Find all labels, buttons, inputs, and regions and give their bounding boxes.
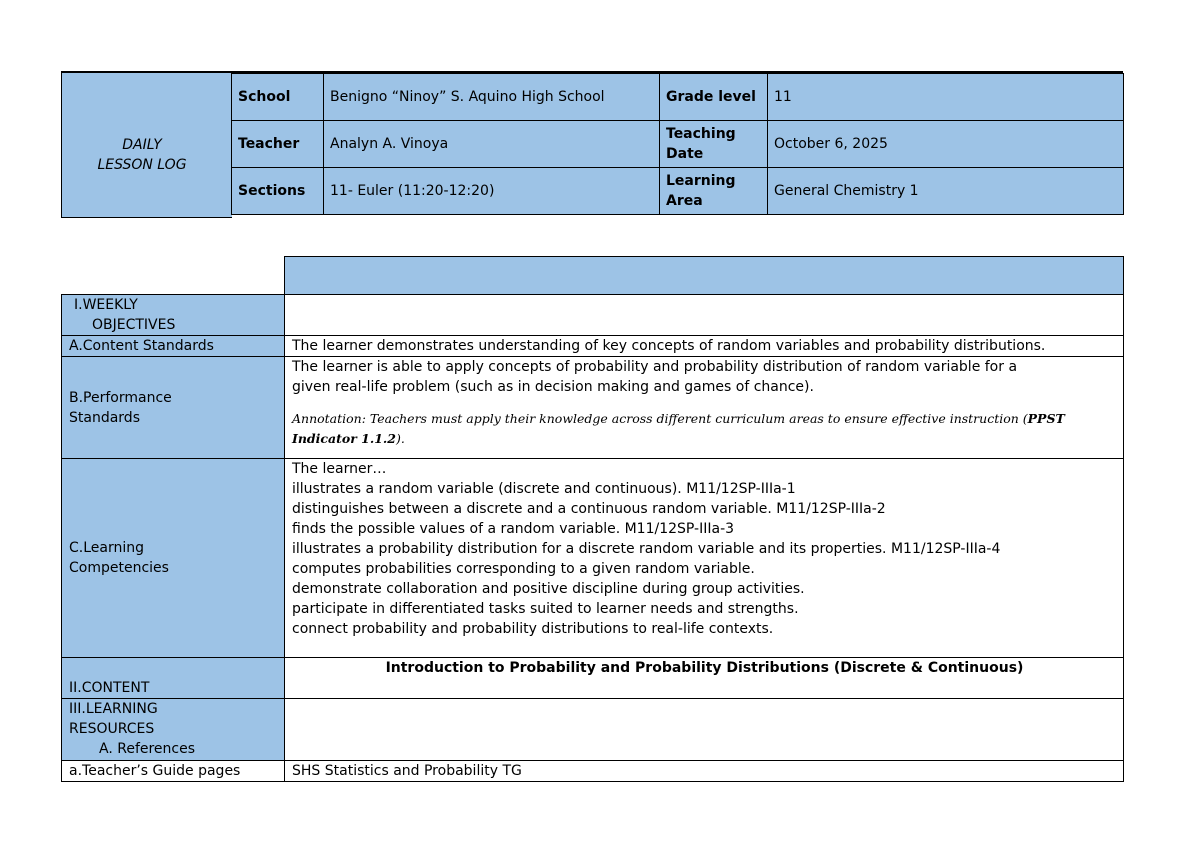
- school-label: School: [232, 74, 324, 121]
- teaching-date-label: Teaching Date: [660, 121, 768, 168]
- day-header-cell: [285, 257, 1124, 295]
- grade-level-label: Grade level: [660, 74, 768, 121]
- lesson-log-table: [61, 256, 1124, 782]
- annotation-bold-indicator: Indicator 1.1.2: [292, 431, 396, 446]
- competency-item: The learner…: [292, 461, 387, 477]
- content-standards-text: The learner demonstrates understanding of key concepts of random variables and probability distributions.: [285, 336, 1124, 357]
- competency-item: illustrates a random variable (discrete and continuous). M11/12SP-IIIa-1: [292, 481, 796, 497]
- weekly-objectives-value: [285, 295, 1124, 336]
- learning-competencies-list: [285, 459, 1124, 658]
- title-line-1: DAILY: [122, 137, 162, 153]
- performance-standards-label-line-2: Standards: [69, 409, 140, 426]
- competency-item: distinguishes between a discrete and a continuous random variable. M11/12SP-IIIa-2: [292, 501, 886, 517]
- spacer: [292, 397, 1117, 409]
- references-line: A. References: [99, 741, 196, 757]
- competency-item: connect probability and probability distributions to real-life contexts.: [292, 621, 774, 637]
- weekly-objectives-line-1: I.WEEKLY: [74, 297, 138, 313]
- learning-resources-value: [285, 699, 1124, 761]
- learning-area-value: General Chemistry 1: [768, 168, 1124, 215]
- ppst-annotation: [292, 409, 1117, 449]
- sections-label: Sections: [232, 168, 324, 215]
- learning-resources-row: [62, 699, 1124, 761]
- daily-lesson-log-title: [62, 135, 222, 175]
- title-line-2: LESSON LOG: [97, 157, 187, 173]
- content-label: II.CONTENT: [62, 658, 285, 699]
- competency-item: participate in differentiated tasks suited to learner needs and strengths.: [292, 601, 799, 617]
- teacher-value: Analyn A. Vinoya: [324, 121, 660, 168]
- competency-item: illustrates a probability distribution for a discrete random variable and its properties. M11/12SP-IIIa-4: [292, 541, 1001, 557]
- header-info-grid: [231, 71, 1123, 214]
- teachers-guide-text: SHS Statistics and Probability TG: [285, 761, 1124, 782]
- competency-item: computes probabilities corresponding to a given random variable.: [292, 561, 755, 577]
- lesson-log-header: [61, 71, 1123, 217]
- learning-competencies-label-line-2: Competencies: [69, 560, 169, 576]
- school-value: Benigno “Ninoy” S. Aquino High School: [324, 74, 660, 121]
- teachers-guide-label: a.Teacher’s Guide pages: [62, 761, 285, 782]
- top-header-row: [62, 257, 1124, 295]
- content-title: Introduction to Probability and Probability Distributions (Discrete & Continuous): [285, 658, 1124, 699]
- performance-standards-text: [285, 357, 1124, 459]
- learning-competencies-row: [62, 459, 1124, 658]
- sections-value: 11- Euler (11:20-12:20): [324, 168, 660, 215]
- performance-standards-line-1: The learner is able to apply concepts of probability and probability distribution of random variable for a: [292, 359, 1018, 375]
- content-standards-row: [62, 336, 1124, 357]
- competency-item: finds the possible values of a random variable. M11/12SP-IIIa-3: [292, 521, 735, 537]
- annotation-suffix: ).: [395, 431, 405, 446]
- content-row: [62, 658, 1124, 699]
- teaching-date-value: October 6, 2025: [768, 121, 1124, 168]
- blank-corner-cell: [62, 257, 285, 295]
- performance-standards-row: [62, 357, 1124, 459]
- annotation-bold-ppst: PPST: [1027, 411, 1065, 426]
- learning-area-label: Learning Area: [660, 168, 768, 215]
- performance-standards-label-line-1: B.Performance: [69, 389, 172, 406]
- teacher-label: Teacher: [232, 121, 324, 168]
- learning-resources-label: [62, 699, 285, 761]
- content-standards-label: A.Content Standards: [62, 336, 285, 357]
- performance-standards-label: [62, 357, 285, 459]
- learning-competencies-label: [62, 459, 285, 658]
- learning-competencies-label-line-1: C.Learning: [69, 540, 145, 556]
- learning-resources-line-2: RESOURCES: [69, 721, 155, 737]
- competency-item: demonstrate collaboration and positive discipline during group activities.: [292, 581, 805, 597]
- performance-standards-line-2: given real-life problem (such as in decision making and games of chance).: [292, 379, 814, 395]
- teachers-guide-row: [62, 761, 1124, 782]
- daily-lesson-log-cell: [61, 71, 232, 218]
- annotation-prefix: Annotation: Teachers must apply their knowledge across different curriculum areas to ensure effective instruction (: [292, 411, 1028, 426]
- grade-level-value: 11: [768, 74, 1124, 121]
- weekly-objectives-label: [62, 295, 285, 336]
- weekly-objectives-row: [62, 295, 1124, 336]
- weekly-objectives-line-2: OBJECTIVES: [92, 317, 176, 333]
- learning-resources-line-1: III.LEARNING: [69, 701, 158, 717]
